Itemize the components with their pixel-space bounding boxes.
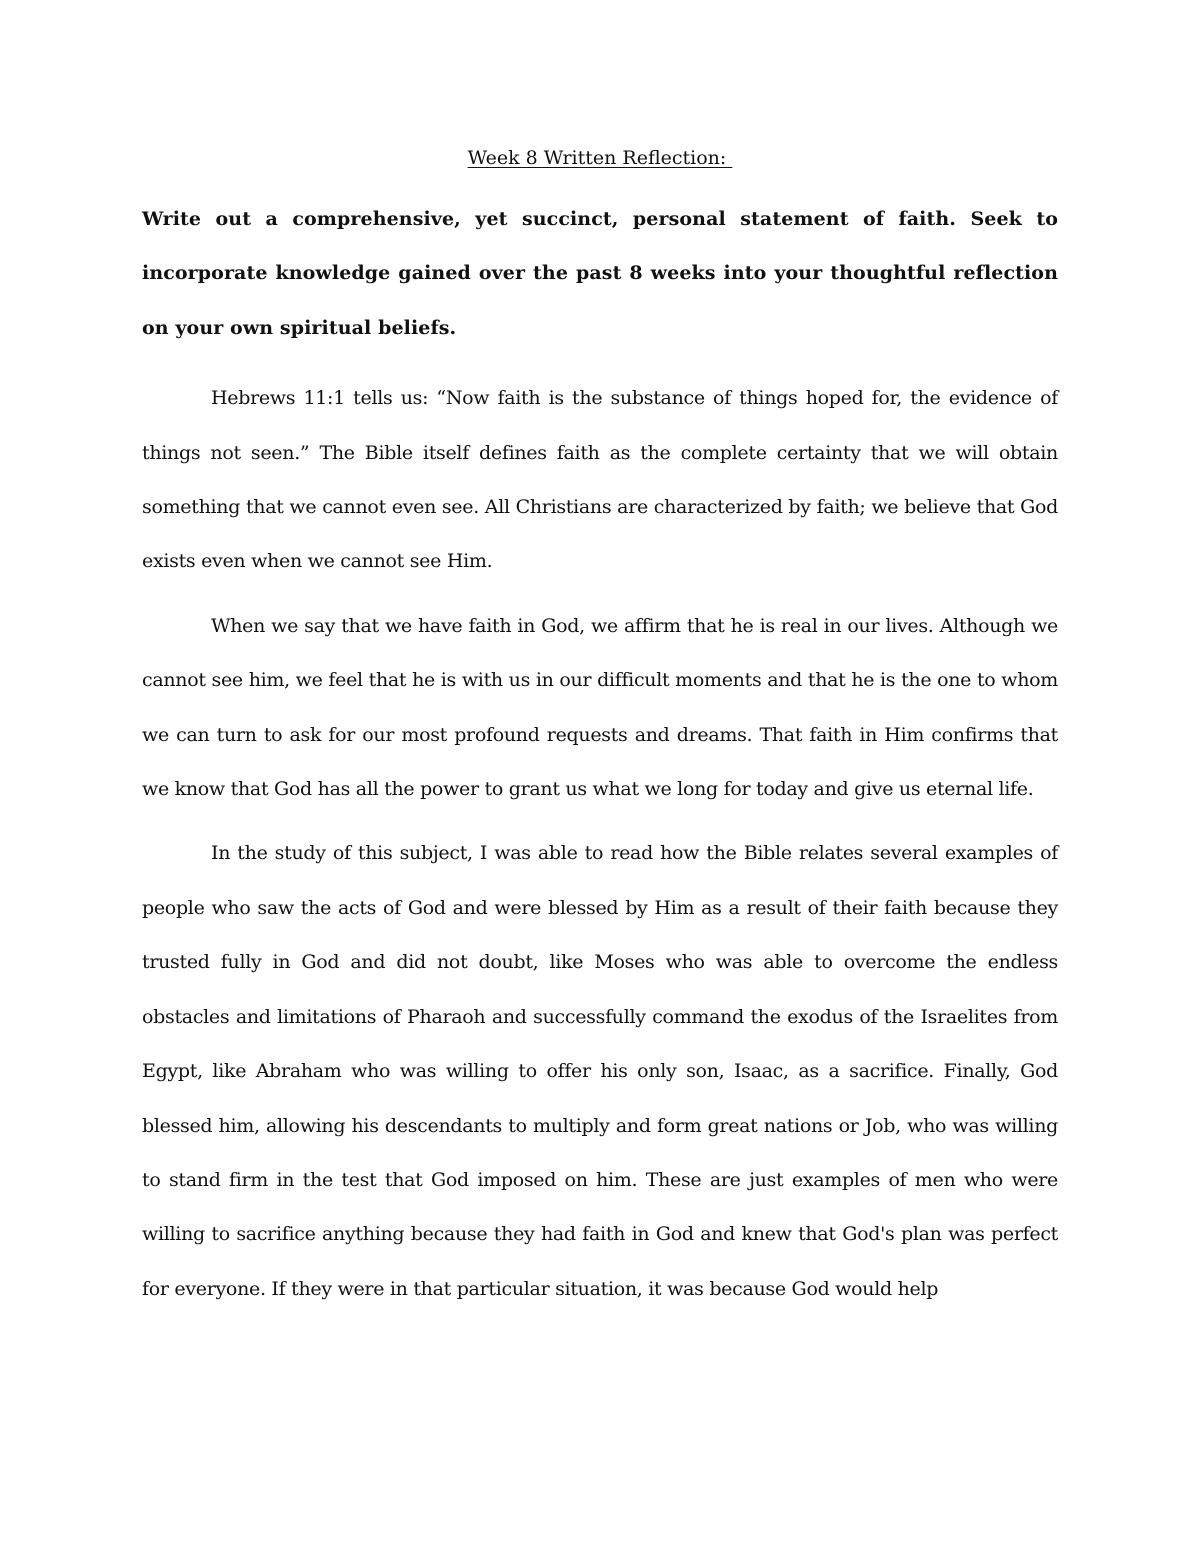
- document-body: [142, 138, 1058, 1316]
- body-paragraph-2: When we say that we have faith in God, we affirm that he is real in our lives. Although we cannot see him, we feel that he is with us in our difficult moments and that he is the one to whom we can turn to ask for our most profound requests and dreams. That faith in Him confirms that we know that God has all the power to grant us what we long for today and give us eternal life.: [142, 614, 1058, 801]
- assignment-prompt: Write out a comprehensive, yet succinct, personal statement of faith. Seek to incorporate knowledge gained over the past 8 weeks into your thoughtful reflection on your own spiritual beliefs.: [142, 208, 1058, 339]
- body-paragraph-3: In the study of this subject, I was able to read how the Bible relates several examples of people who saw the acts of God and were blessed by Him as a result of their faith because they trusted fully in God and did not doubt, like Moses who was able to overcome the endless obstacles and limitations of Pharaoh and successfully command the exodus of the Israelites from Egypt, like Abraham who was willing to offer his only son, Isaac, as a sacrifice. Finally, God blessed him, allowing his descendants to multiply and form great nations or Job, who was willing to stand firm in the test that God imposed on him. These are just examples of men who were willing to sacrifice anything because they had faith in God and knew that God's plan was perfect for everyone. If they were in that particular situation, it was because God would help: [142, 842, 1058, 1300]
- document-title: Week 8 Written Reflection:: [467, 147, 733, 169]
- body-paragraph-1: Hebrews 11:1 tells us: “Now faith is the substance of things hoped for, the evidence of things not seen.” The Bible itself defines faith as the complete certainty that we will obtain something that we cannot even see. All Christians are characterized by faith; we believe that God exists even when we cannot see Him.: [142, 387, 1058, 573]
